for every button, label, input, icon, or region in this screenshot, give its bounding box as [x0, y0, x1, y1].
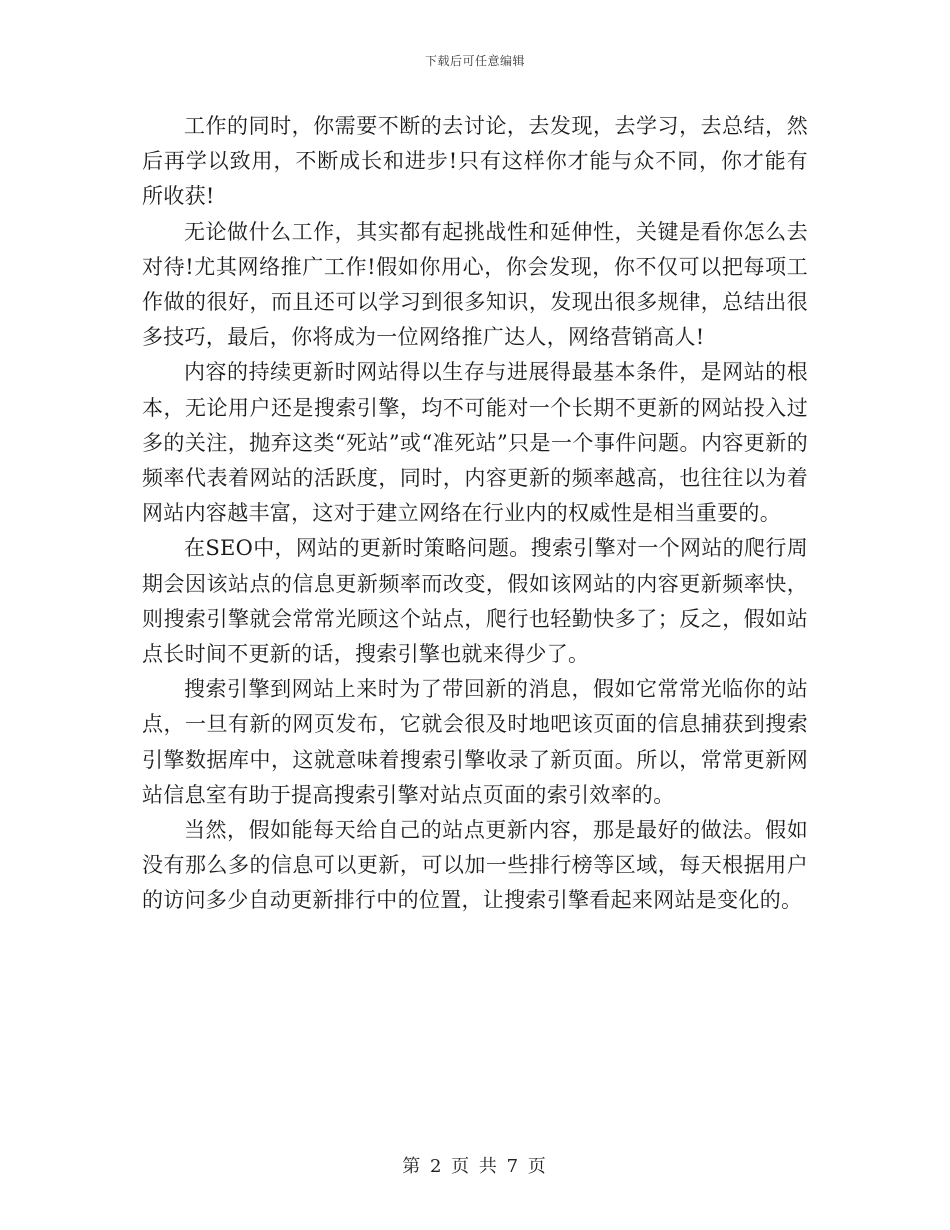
paragraph: 在SEO中，网站的更新时策略问题。搜索引擎对一个网站的爬行周期会因该站点的信息更新频率而改变，假如该网站的内容更新频率快，则搜索引擎就会常常光顾这个站点，爬行也轻勤快多了；反之，假如站点长时间不更新的话，搜索引擎也就来得少了。 — [142, 536, 808, 667]
page-footer: 第 2 页 共 7 页 — [402, 1156, 548, 1177]
paragraph: 工作的同时，你需要不断的去讨论，去发现，去学习，去总结，然后再学以致用，不断成长和进步!只有这样你才能与众不同，你才能有所收获! — [142, 114, 808, 209]
paragraph: 内容的持续更新时网站得以生存与进展得最基本条件，是网站的根本，无论用户还是搜索引擎，均不可能对一个长期不更新的网站投入过多的关注，抛弃这类“死站”或“准死站”只是一个事件问题。内容更新的频率代表着网站的活跃度，同时，内容更新的频率越高，也往往以为着网站内容越丰富，这对于建立网络在行业内的权威性是相当重要的。 — [142, 360, 808, 526]
document-body — [142, 109, 808, 919]
page-header: 下载后可任意编辑 — [424, 54, 525, 68]
paragraph: 无论做什么工作，其实都有起挑战性和延伸性，关键是看你怎么去对待!尤其网络推广工作!假如你用心，你会发现，你不仅可以把每项工作做的很好，而且还可以学习到很多知识，发现出很多规律，总结出很多技巧，最后，你将成为一位网络推广达人，网络营销高人! — [142, 219, 808, 350]
paragraph: 当然，假如能每天给自己的站点更新内容，那是最好的做法。假如没有那么多的信息可以更新，可以加一些排行榜等区域，每天根据用户的访问多少自动更新排行中的位置，让搜索引擎看起来网站是变化的。 — [142, 818, 808, 913]
paragraph: 搜索引擎到网站上来时为了带回新的消息，假如它常常光临你的站点，一旦有新的网页发布，它就会很及时地吧该页面的信息捕获到搜索引擎数据库中，这就意味着搜索引擎收录了新页面。所以，常常更新网站信息室有助于提高搜索引擎对站点页面的索引效率的。 — [142, 677, 808, 807]
